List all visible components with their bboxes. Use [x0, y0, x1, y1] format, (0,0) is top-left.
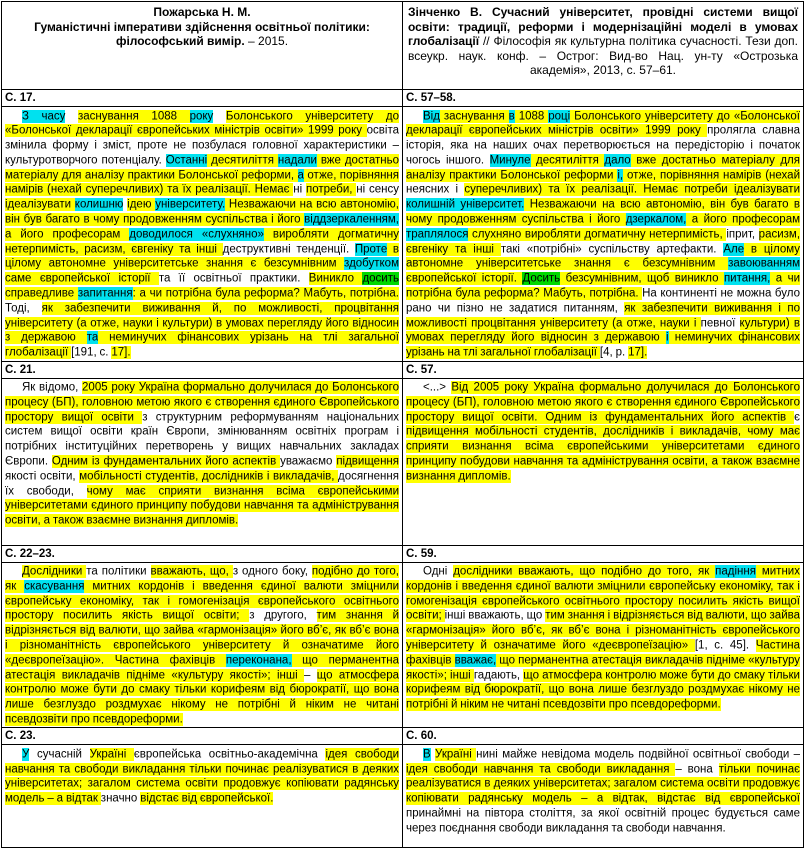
text-run-y: тим знання і відрізняється від валюти, що зайва «гармонізація» його вб’є, як вб’є вона і різноманітність європейського університету й означатиме його «деєвропеїзацію»	[406, 609, 800, 652]
text-run-y: 17].	[111, 346, 131, 359]
text-run-y: 17].	[628, 346, 648, 359]
text-run-c: Останні	[165, 154, 208, 167]
text-run-p: інші вважають, що	[444, 609, 546, 622]
text-run-y: подібно до того, як	[5, 565, 399, 593]
text-run-y: отже, порівняння намірів (нехай	[623, 169, 800, 182]
text-run-y: тільки починає реалізуватися в деяких університетах; загалом система освіти продовжує копіювати радянську модель – а відтак, відстає від європейської	[406, 763, 800, 805]
left-page-label-4: С. 23.	[2, 728, 403, 745]
text-run-p: європейська освітньо-академічна	[133, 748, 326, 761]
text-run-y: ідеалізувати	[5, 198, 75, 211]
text-run-y: виробляти догматичну нетерпимість, расизм, євгеніку та інші	[5, 228, 399, 256]
text-run-y: ідею	[127, 198, 156, 211]
text-run-c: колишній університет.	[406, 198, 525, 211]
text-run-y: підвищення	[336, 455, 399, 468]
text-run-p: неясних і	[406, 183, 465, 196]
left-source-year: – 2015.	[244, 34, 289, 49]
text-run-c: питання,	[723, 272, 771, 285]
text-run-y: відстає від європейської.	[140, 792, 274, 805]
text-run-y: Від 2005 року Україна формально долучилася до Болонського процесу (БП), головною метою якого є створення єдиного Європейського простору вищої освіти. Одним із фундаментальних його аспектів	[406, 381, 800, 424]
text-run-y: неминучих фінансових урізань на тлі загальної глобалізації	[406, 331, 801, 359]
text-run-y: тим знання й відрізняється від валюти, що зайва «гармонізація» його вб’є, як вб’є вона і різноманітність європейського університету й означатиме його «деєвропеїзацію». Частина фахівців	[5, 609, 399, 667]
text-run-p: принаймні на півтора століття, за якої освітній процес будується саме через поєднання свободи викладання та свободи навчання.	[406, 807, 800, 835]
right-excerpt-4	[403, 745, 804, 848]
text-run-y: ідея свободи навчання та свободи викладання	[406, 763, 676, 776]
text-run-y: Частина фахівців	[406, 639, 800, 667]
text-run-y: ідея свободи навчання та свободи викладання тільки починає реалізуватися в деяких університетах; загалом система освіти продовжує копіювати радянську модель – а відтак	[5, 748, 399, 805]
text-run-c: а	[297, 169, 304, 182]
left-source-title: Пожарська Н. М. Гуманістичні імперативи здійснення освітньої політики: філософський вимір.	[34, 5, 370, 49]
text-run-p: іприт,	[726, 228, 759, 241]
text-run-y: Дослідники	[22, 565, 87, 578]
text-run-c: та	[86, 331, 99, 344]
text-run-y: справедливе	[5, 287, 78, 300]
text-run-y: вважають, що,	[150, 565, 233, 578]
text-run-y: як забезпечити виживання й, по можливості, процвітання університету (а отже, науки і культури) в умовах перегляду його відносин з державою	[5, 302, 399, 344]
text-run-p: ні сенсу	[356, 183, 399, 196]
text-run-y: в цілому автономне університетське знання є безсумнівним	[5, 243, 399, 270]
text-run-p: сучасній	[29, 748, 90, 761]
text-run-p: Як відомо,	[22, 381, 83, 394]
excerpt-paragraph	[5, 747, 399, 806]
text-run-y: вже достатньо матеріалу для аналізу практики Болонської реформи,	[5, 154, 399, 182]
text-run-c: здобутком	[344, 257, 399, 270]
text-run-y: як забезпечити виживання і по можливості процвітання університету (а отже, науки і	[406, 302, 800, 330]
text-run-c: Від	[423, 110, 440, 122]
left-excerpt-1	[2, 107, 403, 362]
text-run-p: [191, с.	[71, 346, 112, 359]
text-run-c: доводилося «слухняно»	[129, 228, 264, 241]
text-run-c: вважає,	[454, 654, 497, 667]
text-run-y: слухняно виробляти догматичну нетерпимість,	[468, 228, 727, 241]
text-run-y: 1088	[514, 110, 549, 122]
text-run-c: і,	[617, 169, 624, 182]
text-run-c: З часу	[22, 110, 66, 122]
text-run-p: ні	[293, 183, 306, 196]
text-run-y: 2005 року Україна формально долучилася до Болонського процесу (БП), головною метою якого є створення єдиного Європейського простору вищої освіти	[5, 381, 399, 424]
text-run-p: та її освітньої практики.	[158, 272, 309, 285]
right-page-label-1: С. 57–58.	[403, 90, 804, 107]
text-run-c: завоюванням	[728, 257, 800, 270]
text-run-c: траплялося	[406, 228, 469, 241]
text-run-y: : а чи потрібна була реформа? Мабуть, потрібна.	[132, 287, 399, 300]
text-run-c: переконана,	[225, 654, 292, 667]
text-run-y: Україні	[435, 748, 477, 761]
text-run-c: віддзеркаленням,	[304, 213, 399, 226]
text-run-y: що атмосфера контролю може бути до смаку тільки корифеям від бюрократії, що вона лише безглуздо роздмухає нікому не потрібні й ніким не читані псевдозвіти про псевдореформи.	[5, 669, 399, 726]
text-run-p: з структурним реформуванням національних систем вищої освіти країн Європи, змінюванням освітніх програм і потрібних інституційних перетворень у вищих навчальних закладах Європи.	[5, 411, 400, 468]
text-run-y: європейської історії.	[406, 272, 523, 285]
left-excerpt-3	[2, 562, 403, 728]
right-page-label-3: С. 59.	[403, 545, 804, 562]
text-run-c: році	[548, 110, 571, 122]
right-excerpt-2	[403, 378, 804, 545]
text-run-y: безсумнівним, щоб	[560, 272, 675, 285]
text-run-y: що перманентна атестація викладачів підніме «культуру якості»; інші	[5, 654, 400, 682]
excerpt-paragraph	[406, 109, 800, 361]
text-run-p: [1, с. 45].	[694, 639, 756, 652]
text-run-y: отже, порівняння намірів (нехай суперечливих) та їх реалізації. Немає	[5, 169, 400, 196]
text-run-p: <...>	[423, 381, 452, 394]
text-run-p: Тоді,	[5, 302, 42, 315]
text-run-p: освіта змінила форму і зміст, проте не позбулася головної характеристики – культуротворчого потенціалу.	[5, 124, 399, 167]
text-run-y: вже достатньо матеріалу для аналізу практики Болонської реформи	[406, 154, 800, 182]
left-source-header	[2, 2, 403, 90]
text-run-c: і	[665, 331, 669, 344]
text-run-y: в цілому автономне університетське знання є безсумнівним	[406, 243, 801, 270]
text-run-y: дослідники вважають, що подібно до того, як	[453, 565, 716, 578]
text-run-y: чому має сприяти визнання всіма європейськими університетами єдиного принципу побудови навчання та адміністрування освіти, а також взаємне визнання дипломів.	[5, 485, 399, 527]
text-run-c: колишню	[74, 198, 124, 211]
text-run-y: заснування 1088	[78, 110, 190, 122]
text-run-y: а його професорам	[5, 228, 130, 241]
text-run-c: року	[189, 110, 214, 122]
text-run-y: підвищення мобільності студентів, дослідників і викладачів, чому має сприяти визнання всіма європейськими університетами єдиного принципу побудови навчання та адміністрування освіти, а також взаємне визнання дипломів.	[406, 425, 800, 483]
left-page-label-2: С. 21.	[2, 361, 403, 378]
text-run-c: дзеркалом,	[625, 213, 687, 226]
text-run-y: Україні	[89, 748, 134, 761]
text-run-c: надали	[277, 154, 317, 167]
left-excerpt-2	[2, 378, 403, 545]
text-run-p: деструктивні тенденції.	[222, 243, 355, 256]
text-run-p: з другого,	[249, 609, 317, 622]
text-run-p	[65, 110, 78, 123]
right-source-publication: // Філософія як культурна політика сучасності. Тези доп. всеукр. наук. конф. – Острог: Вид-во Нац. ун-ту «Острозька академія», 2013, с. 57–61.	[408, 34, 798, 78]
excerpt-paragraph	[406, 565, 800, 713]
comparison-table	[1, 1, 804, 848]
right-source-title: Зінченко В. Сучасний університет, провідні системи вищої освіти: традиції, реформи і модернізаційні моделі в умовах глобалізації	[408, 5, 798, 49]
right-page-label-2: С. 57.	[403, 361, 804, 378]
text-run-g: Досить	[522, 272, 561, 285]
text-run-p: та політики	[86, 565, 151, 578]
text-run-p: уважаємо	[280, 455, 337, 468]
text-run-y: потреби,	[306, 183, 357, 196]
excerpt-paragraph	[406, 747, 800, 836]
text-run-y: Одним із фундаментальних його аспектів	[51, 455, 281, 468]
right-excerpt-3	[403, 562, 804, 728]
text-run-c: У	[22, 748, 30, 761]
text-run-p: пролягла славна історія, яка на наших очах перетворюється на передісторію і початок чогось іншого.	[406, 124, 800, 167]
text-run-y: саме європейської історії	[5, 272, 159, 285]
text-run-p: значно	[100, 792, 141, 805]
left-page-label-1: С. 17.	[2, 90, 403, 107]
text-run-p: є	[794, 411, 800, 424]
excerpt-paragraph	[406, 381, 800, 485]
text-run-p: досягнення їх свободи,	[5, 470, 399, 498]
text-run-y: а його професорам	[686, 213, 800, 226]
excerpt-paragraph	[5, 565, 399, 728]
right-excerpt-1	[403, 107, 804, 362]
text-run-c: Проте	[354, 243, 388, 256]
text-run-y: Болонського університету до «Болонської декларації європейських міністрів освіти» 1999 року	[5, 110, 399, 137]
text-run-y: митних кордонів і введення єдиної валюти зміцнили європейську економіку, так і гомогенізація європейського освітнього простору посилить якість вищої освіти;	[406, 565, 800, 622]
text-run-c: дало	[604, 154, 631, 167]
text-run-c: Але	[723, 243, 745, 256]
text-run-g: досить	[362, 272, 399, 285]
text-run-p: якості освіти,	[5, 470, 80, 483]
text-run-y: культури) в умовах перегляду його відносин з державою	[406, 317, 800, 344]
left-page-label-3: С. 22–23.	[2, 545, 403, 562]
excerpt-paragraph	[5, 381, 399, 529]
right-source-header	[403, 2, 804, 90]
text-run-y: заснування	[439, 110, 509, 122]
text-run-y: Болонського університету до «Болонської декларації європейських міністрів освіти» 1999 року	[406, 110, 800, 137]
text-run-p: нині майже невідома модель подвійної освітньої свободи –	[476, 748, 801, 761]
text-run-y: суперечливих) та їх реалізації. Немає потреби ідеалізувати	[464, 183, 801, 196]
text-run-y: що атмосфера контролю може бути до смаку тільки корифеям від бюрократії, що вона лише безглуздо роздмухає нікому не потрібні й ніким не читані псевдозвіти про псевдореформи.	[406, 669, 800, 711]
text-run-p: –	[304, 669, 317, 682]
text-run-y: а чи потрібна була реформа? Мабуть, потрібна.	[406, 272, 800, 300]
text-run-c: Минуле	[489, 154, 531, 167]
right-page-label-4: С. 60.	[403, 728, 804, 745]
text-run-p: такі «потрібні» суспільству артефакти.	[500, 243, 724, 256]
text-run-y: мобільності студентів, дослідників і викладачів,	[79, 470, 339, 483]
text-run-y: Незважаючи на всю автономію, він був багато в чому продовженням суспільства і його	[406, 198, 800, 226]
text-run-p: Одні	[423, 565, 454, 578]
text-run-p: – вона	[675, 763, 719, 776]
text-run-y: десятиліття	[530, 154, 605, 167]
text-run-y: виникло	[674, 272, 724, 285]
text-run-c: в	[508, 110, 515, 122]
text-run-y: Незважаючи на всю автономію, він був багато в чому продовженням суспільства і його	[5, 198, 399, 226]
text-run-y: десятиліття	[207, 154, 278, 167]
text-run-c: університету.	[155, 198, 226, 211]
text-run-c: скасування	[24, 580, 85, 593]
text-run-p: [4, p.	[599, 346, 629, 359]
text-run-p: гадають,	[473, 669, 524, 682]
text-run-y: неминучих фінансових урізань на тлі загальної глобалізації	[5, 331, 399, 359]
text-run-p: На континенті не можна було рано чи пізно не задатися питанням,	[406, 287, 800, 315]
text-run-y: Виникло	[308, 272, 363, 285]
left-excerpt-4	[2, 745, 403, 848]
text-run-c: падіння	[715, 565, 756, 578]
text-run-p	[213, 110, 226, 123]
text-run-c: запитання	[77, 287, 133, 300]
text-run-y: митних кордонів і введення єдиної валюти зміцнили європейську економіку, так і гомогенізація європейського освітнього простору посилить якість вищої освіти;	[5, 580, 399, 622]
text-run-p: з одного боку,	[232, 565, 312, 578]
text-run-p: певної	[700, 317, 740, 330]
text-run-y: що перманентна атестація викладачів підніме «культуру якості»; інші	[406, 654, 800, 682]
text-run-c: В	[423, 748, 431, 761]
text-run-y: расизм, євгеніку та інші	[406, 228, 801, 256]
excerpt-paragraph	[5, 109, 399, 361]
